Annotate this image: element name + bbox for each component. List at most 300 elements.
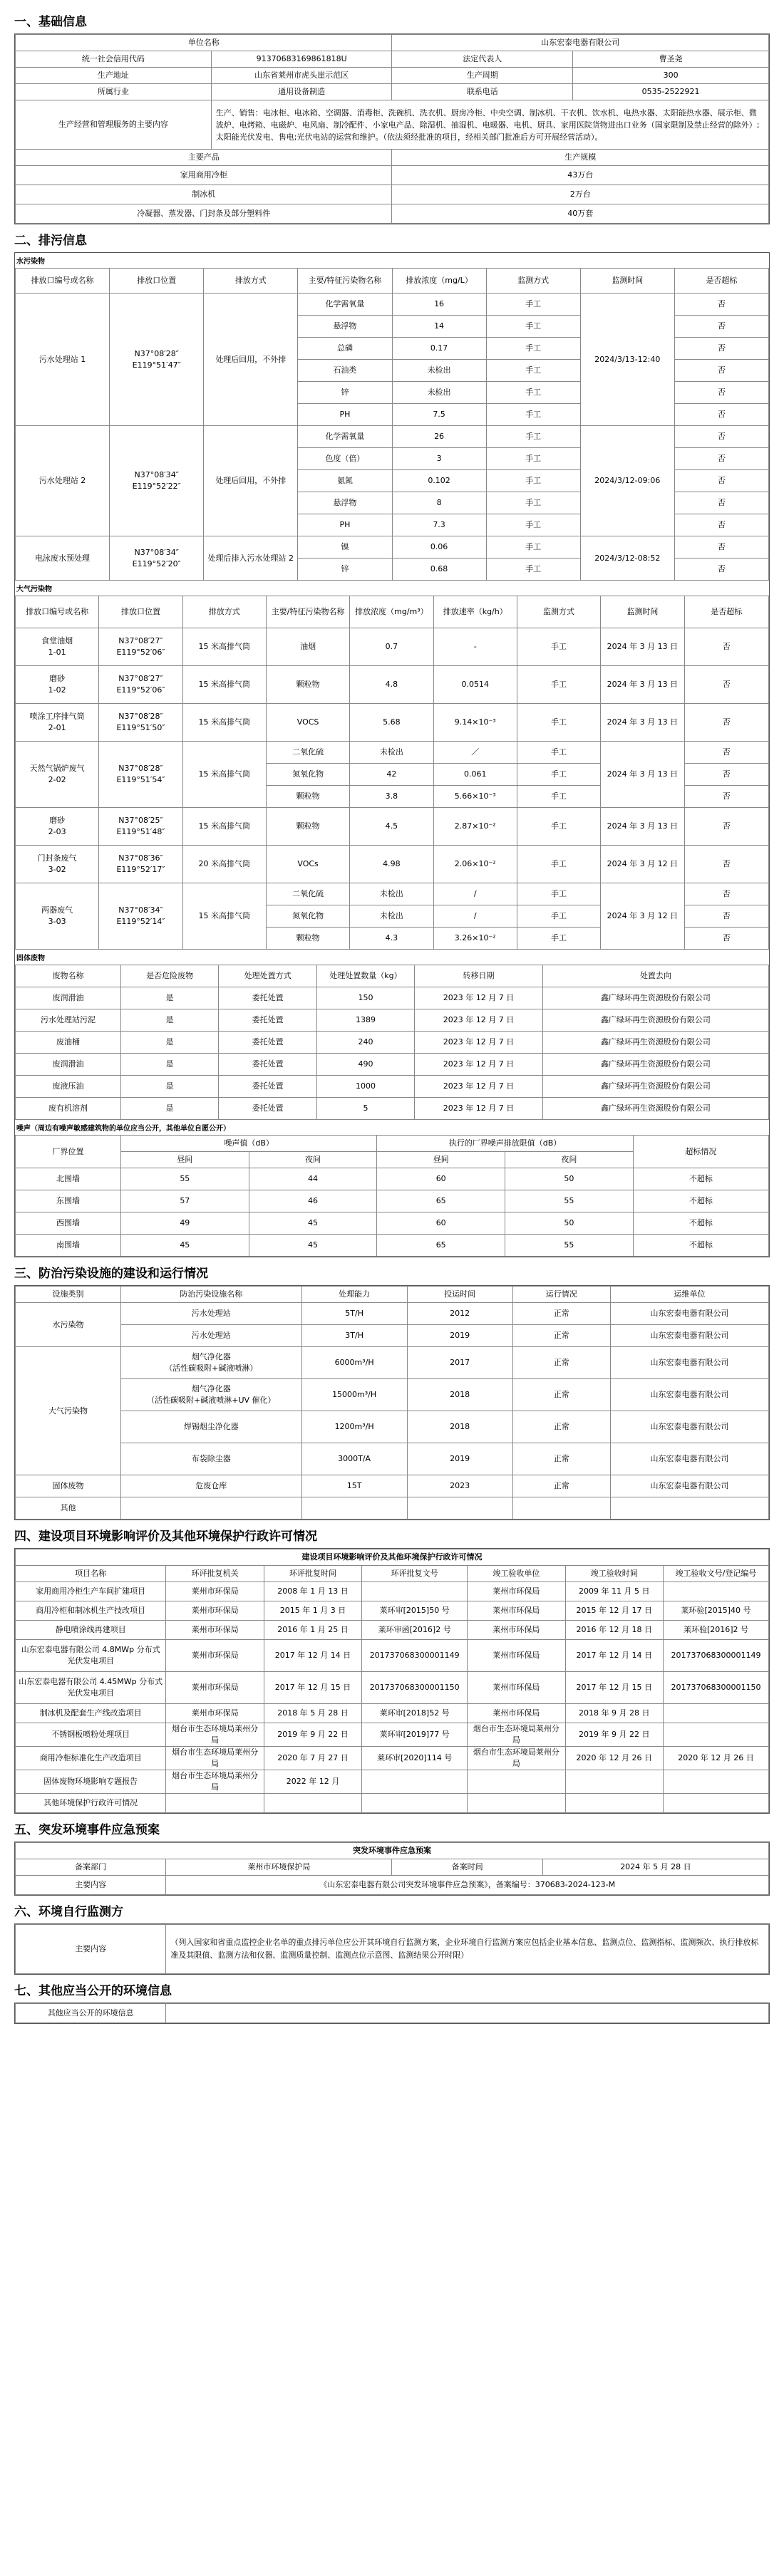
solid-row (16, 1009, 769, 1032)
column-header: 主要/特征污染物名称 (298, 269, 392, 294)
exceed: 否 (674, 360, 768, 382)
column-header: 监测方式 (517, 596, 600, 628)
exceed: 否 (684, 666, 769, 704)
facility-cell: 2019 (407, 1443, 512, 1475)
facility-cell: 焊锡烟尘净化器 (120, 1411, 301, 1443)
label: 联系电话 (392, 84, 573, 100)
column-header: 处置去向 (542, 965, 768, 987)
solid-cell: 委托处置 (219, 1098, 316, 1120)
noise-cell: 不超标 (633, 1168, 768, 1190)
solid-cell: 是 (120, 987, 218, 1009)
facility-cell: 3000T/A (301, 1443, 407, 1475)
label: 统一社会信用代码 (16, 51, 212, 68)
facility-row (16, 1497, 769, 1520)
facility-cell: 正常 (512, 1443, 610, 1475)
section-pollutant-info (14, 252, 770, 1257)
product-capacity: 43万台 (392, 166, 769, 185)
monitor-method: 手工 (486, 448, 580, 470)
exceed: 否 (684, 846, 769, 883)
solid-cell: 废润滑油 (16, 1054, 121, 1076)
eia-cell: 莱州市环保局 (166, 1582, 264, 1601)
column-header: 排放口编号或名称 (16, 596, 99, 628)
value: 山东宏泰电器有限公司 (392, 35, 769, 51)
product-row (16, 185, 769, 204)
discharge-method: 15 米高排气筒 (182, 666, 266, 704)
solid-row (16, 987, 769, 1009)
solid-row (16, 1098, 769, 1120)
empty-cell (468, 1794, 565, 1813)
discharge-method: 15 米高排气筒 (182, 808, 266, 846)
solid-cell: 是 (120, 1009, 218, 1032)
column-header: 竣工验收文号/登记编号 (663, 1566, 768, 1582)
discharge-method: 15 米高排气筒 (182, 742, 266, 808)
solid-cell: 是 (120, 1032, 218, 1054)
section-facilities (14, 1285, 770, 1520)
eia-cell: 山东宏泰电器有限公司 4.8MWp 分布式光伏发电项目 (16, 1640, 166, 1672)
eia-cell: 2017 年 12 月 14 日 (565, 1640, 663, 1672)
empty-cell (166, 1794, 264, 1813)
section-5-title: 五、突发环境事件应急预案 (14, 1823, 160, 1837)
concentration: 未检出 (350, 742, 433, 764)
other-permit-label: 其他环境保护行政许可情况 (16, 1794, 166, 1813)
product-head-row (16, 150, 769, 166)
concentration: 7.3 (392, 514, 486, 536)
solid-row (16, 1032, 769, 1054)
monitor-method: 手工 (517, 666, 600, 704)
air-table (15, 596, 769, 950)
section-1-title: 一、基础信息 (14, 15, 87, 29)
solid-cell: 鑫广绿环再生资源股份有限公司 (542, 987, 768, 1009)
exceed: 否 (674, 470, 768, 492)
outlet-name: 天然气锅炉废气 2-02 (16, 742, 99, 808)
pollutant: 石油类 (298, 360, 392, 382)
rate: - (433, 628, 517, 666)
discharge-method: 20 米高排气筒 (182, 846, 266, 883)
eia-cell: 莱州市环保局 (468, 1704, 565, 1723)
column-header: 废物名称 (16, 965, 121, 987)
discharge-method: 15 米高排气筒 (182, 883, 266, 950)
eia-row (16, 1770, 769, 1794)
outlet-position: N37°08′28″ E119°51′47″ (110, 294, 204, 426)
column-header: 是否危险废物 (120, 965, 218, 987)
facility-row (16, 1325, 769, 1347)
section-self-monitoring (14, 1923, 770, 1975)
noise-cell: 44 (249, 1168, 377, 1190)
monitor-method: 手工 (486, 294, 580, 316)
concentration: 0.06 (392, 536, 486, 559)
facility-cell: 布袋除尘器 (120, 1443, 301, 1475)
solid-cell: 2023 年 12 月 7 日 (415, 1009, 543, 1032)
eia-cell (663, 1704, 768, 1723)
rate: 2.06×10⁻² (433, 846, 517, 883)
eia-cell (468, 1770, 565, 1794)
pollutant: 悬浮物 (298, 492, 392, 514)
rate: 0.0514 (433, 666, 517, 704)
monitor-method: 手工 (486, 404, 580, 426)
eia-cell: 2017 年 12 月 15 日 (565, 1672, 663, 1704)
product-row (16, 204, 769, 224)
monitor-time: 2024/3/13-12:40 (580, 294, 674, 426)
exceed: 否 (674, 426, 768, 448)
eia-cell: 静电喷涂线再建项目 (16, 1621, 166, 1640)
column-header: 竣工验收单位 (468, 1566, 565, 1582)
concentration: 4.98 (350, 846, 433, 883)
eia-cell: 商用冷柜和制冰机生产技改项目 (16, 1601, 166, 1621)
empty-cell (610, 1497, 768, 1520)
value: （列入国家和省重点监控企业名单的重点排污单位应公开其环境自行监测方案，企业环境自行监测方案应包括企业基本信息、监测点位、监测指标、监测频次、执行排放标准及其限值、监测方法和仪器、监测质量控制、监测点位示意图、监测结果公开时限） (166, 1925, 769, 1974)
column-header: 主要/特征污染物名称 (266, 596, 349, 628)
pollutant: 氨氮 (298, 470, 392, 492)
monitor-time: 2024 年 3 月 13 日 (601, 628, 684, 666)
column-header: 监测时间 (580, 269, 674, 294)
facility-cell: 污水处理站 (120, 1303, 301, 1325)
eia-row (16, 1747, 769, 1770)
eia-cell: 莱州市环保局 (468, 1672, 565, 1704)
eia-cell: 2017 年 12 月 15 日 (264, 1672, 361, 1704)
pollutant: VOCs (266, 846, 349, 883)
label: 主要产品 (16, 150, 392, 166)
facility-cell: 6000m³/H (301, 1347, 407, 1379)
value: 《山东宏泰电器有限公司突发环境事件应急预案》，备案编号：370683-2024-123-M (166, 1876, 769, 1895)
eia-cell: 商用冷柜标准化生产改造项目 (16, 1747, 166, 1770)
outlet-position: N37°08′28″ E119°51′54″ (99, 742, 182, 808)
empty-cell (565, 1794, 663, 1813)
rate: / (433, 883, 517, 905)
facility-cell: 正常 (512, 1347, 610, 1379)
monitor-method: 手工 (517, 786, 600, 808)
solid-cell: 鑫广绿环再生资源股份有限公司 (542, 1098, 768, 1120)
basic-row (16, 84, 769, 100)
value: 莱州市环境保护局 (166, 1859, 392, 1876)
label: 主要内容 (16, 1925, 166, 1974)
product-name: 冷凝器、蒸发器、门封条及部分塑料件 (16, 204, 392, 224)
exceed: 否 (684, 808, 769, 846)
solid-cell: 废油桶 (16, 1032, 121, 1054)
label: 法定代表人 (392, 51, 573, 68)
pollutant: VOCS (266, 704, 349, 742)
facility-cell: 2019 (407, 1325, 512, 1347)
column-header: 厂界位置 (16, 1136, 121, 1168)
eia-cell: 莱环审[2019]77 号 (362, 1723, 468, 1747)
concentration: 3 (392, 448, 486, 470)
exceed: 否 (684, 928, 769, 950)
rate: / (433, 905, 517, 928)
concentration: 未检出 (350, 883, 433, 905)
eia-cell: 山东宏泰电器有限公司 4.45MWp 分布式光伏发电项目 (16, 1672, 166, 1704)
facility-row (16, 1411, 769, 1443)
air-pollutant-label: 大气污染物 (16, 586, 52, 593)
monitor-method: 手工 (486, 426, 580, 448)
column-header: 超标情况 (633, 1136, 768, 1168)
eia-cell: 烟台市生态环境局莱州分局 (468, 1747, 565, 1770)
concentration: 未检出 (392, 360, 486, 382)
column-header: 执行的厂界噪声排放限值（dB） (377, 1136, 633, 1152)
pollutant: PH (298, 514, 392, 536)
eia-cell (362, 1582, 468, 1601)
noise-cell: 不超标 (633, 1235, 768, 1257)
column-header: 防治污染设施名称 (120, 1287, 301, 1303)
basic-row (16, 35, 769, 51)
outlet-position: N37°08′27″ E119°52′06″ (99, 666, 182, 704)
pollutant: 镍 (298, 536, 392, 559)
column-header: 处理能力 (301, 1287, 407, 1303)
monitor-method: 手工 (486, 338, 580, 360)
empty-cell (362, 1794, 468, 1813)
noise-row (16, 1235, 769, 1257)
pollutant: 总磷 (298, 338, 392, 360)
facility-row (16, 1379, 769, 1411)
exceed: 否 (674, 559, 768, 581)
air-row (16, 742, 769, 764)
noise-cell: 65 (377, 1235, 505, 1257)
concentration: 3.8 (350, 786, 433, 808)
noise-cell: 45 (120, 1235, 249, 1257)
monitor-method: 手工 (517, 764, 600, 786)
solid-head (16, 965, 769, 987)
solid-row (16, 1054, 769, 1076)
pollutant: PH (298, 404, 392, 426)
eia-cell: 莱州市环保局 (166, 1640, 264, 1672)
solid-cell: 委托处置 (219, 987, 316, 1009)
facility-cell: 山东宏泰电器有限公司 (610, 1411, 768, 1443)
rate: 0.061 (433, 764, 517, 786)
exceed: 否 (674, 338, 768, 360)
empty-cell (264, 1794, 361, 1813)
exceed: 否 (684, 742, 769, 764)
product-name: 家用商用冷柜 (16, 166, 392, 185)
exceed: 否 (674, 382, 768, 404)
facility-cell: 正常 (512, 1303, 610, 1325)
eia-other-row (16, 1794, 769, 1813)
concentration: 0.17 (392, 338, 486, 360)
value: 0535-2522921 (573, 84, 769, 100)
concentration: 42 (350, 764, 433, 786)
facility-cell: 15T (301, 1475, 407, 1497)
solid-cell: 150 (316, 987, 414, 1009)
water-head (16, 269, 769, 294)
pollutant: 颗粒物 (266, 786, 349, 808)
emergency-caption (16, 1843, 769, 1859)
rate: 9.14×10⁻³ (433, 704, 517, 742)
solid-row (16, 1076, 769, 1098)
eia-cell: 莱州市环保局 (166, 1601, 264, 1621)
air-row (16, 883, 769, 905)
facility-cell: 污水处理站 (120, 1325, 301, 1347)
facility-row (16, 1303, 769, 1325)
monitor-method: 手工 (517, 846, 600, 883)
eia-row (16, 1672, 769, 1704)
product-row (16, 166, 769, 185)
outlet-position: N37°08′36″ E119°52′17″ (99, 846, 182, 883)
air-row (16, 704, 769, 742)
product-name: 制冰机 (16, 185, 392, 204)
noise-cell: 45 (249, 1235, 377, 1257)
outlet-name: 门封条废气 3-02 (16, 846, 99, 883)
outlet-position: N37°08′34″ E119°52′22″ (110, 426, 204, 536)
pollutant: 色度（倍） (298, 448, 392, 470)
eia-cell: 2009 年 11 月 5 日 (565, 1582, 663, 1601)
table-caption: 突发环境事件应急预案 (16, 1843, 769, 1859)
pollutant: 氮氧化物 (266, 905, 349, 928)
facility-cell: 2012 (407, 1303, 512, 1325)
solid-cell: 2023 年 12 月 7 日 (415, 1054, 543, 1076)
value: 300 (573, 68, 769, 84)
outlet-name: 磨砂 2-03 (16, 808, 99, 846)
eia-cell: 烟台市生态环境局莱州分局 (166, 1747, 264, 1770)
facility-cell: 烟气净化器 （活性碳吸附+碱液喷淋+UV 催化） (120, 1379, 301, 1411)
eia-cell: 2022 年 12 月 (264, 1770, 361, 1794)
facility-cell: 1200m³/H (301, 1411, 407, 1443)
eia-cell (362, 1770, 468, 1794)
eia-head (16, 1566, 769, 1582)
pollutant: 化学需氧量 (298, 294, 392, 316)
empty-cell (301, 1497, 407, 1520)
label: 备案时间 (392, 1859, 542, 1876)
noise-cell: 东围墙 (16, 1190, 121, 1212)
eia-row (16, 1582, 769, 1601)
column-header: 环评批复机关 (166, 1566, 264, 1582)
eia-cell: 莱环审[2020]114 号 (362, 1747, 468, 1770)
water-table (15, 268, 769, 581)
eia-row (16, 1621, 769, 1640)
rate: 2.87×10⁻² (433, 808, 517, 846)
column-header: 监测时间 (601, 596, 684, 628)
column-header: 排放口位置 (99, 596, 182, 628)
solid-cell: 1389 (316, 1009, 414, 1032)
column-header: 昼间 (377, 1152, 505, 1168)
monitor-method: 手工 (517, 905, 600, 928)
discharge-method: 15 米高排气筒 (182, 628, 266, 666)
label: 备案部门 (16, 1859, 166, 1876)
noise-cell: 西围墙 (16, 1212, 121, 1235)
monitor-time: 2024/3/12-08:52 (580, 536, 674, 581)
eia-row (16, 1601, 769, 1621)
label: 其他应当公开的环境信息 (16, 2004, 166, 2023)
monitor-method: 手工 (486, 514, 580, 536)
column-header: 环评批复时间 (264, 1566, 361, 1582)
exceed: 否 (684, 628, 769, 666)
facility-cell: 山东宏泰电器有限公司 (610, 1325, 768, 1347)
column-header: 是否超标 (684, 596, 769, 628)
eia-cell: 莱州市环保局 (166, 1621, 264, 1640)
eia-cell: 2015 年 1 月 3 日 (264, 1601, 361, 1621)
pollutant: 化学需氧量 (298, 426, 392, 448)
noise-cell: 60 (377, 1212, 505, 1235)
air-row (16, 808, 769, 846)
column-header: 夜间 (505, 1152, 634, 1168)
outlet-name: 磨砂 1-02 (16, 666, 99, 704)
column-header: 排放方式 (204, 269, 298, 294)
label: 生产周期 (392, 68, 573, 84)
monitor-method: 手工 (486, 360, 580, 382)
empty-cell (120, 1497, 301, 1520)
outlet-name: 污水处理站 2 (16, 426, 110, 536)
pollutant: 颗粒物 (266, 808, 349, 846)
empty-cell (663, 1794, 768, 1813)
outlet-position: N37°08′34″ E119°52′20″ (110, 536, 204, 581)
air-row (16, 628, 769, 666)
eia-cell: 烟台市生态环境局莱州分局 (166, 1770, 264, 1794)
solid-cell: 委托处置 (219, 1009, 316, 1032)
facility-cell: 山东宏泰电器有限公司 (610, 1303, 768, 1325)
other-table (15, 2003, 769, 2023)
empty-cell (166, 2004, 769, 2023)
eia-cell: 201737068300001149 (663, 1640, 768, 1672)
facility-cell: 5T/H (301, 1303, 407, 1325)
solid-cell: 是 (120, 1054, 218, 1076)
pollutant: 悬浮物 (298, 316, 392, 338)
concentration: 0.102 (392, 470, 486, 492)
eia-caption (16, 1549, 769, 1566)
eia-cell: 莱州市环保局 (468, 1621, 565, 1640)
noise-label: 噪声（周边有噪声敏感建筑物的单位应当公开，其他单位自愿公开） (16, 1125, 230, 1133)
outlet-name: 电泳废水预处理 (16, 536, 110, 581)
concentration: 26 (392, 426, 486, 448)
concentration: 未检出 (350, 905, 433, 928)
label: 单位名称 (16, 35, 392, 51)
section-other (14, 2003, 770, 2024)
section-3-title: 三、防治污染设施的建设和运行情况 (14, 1267, 208, 1281)
exceed: 否 (674, 448, 768, 470)
solid-cell: 2023 年 12 月 7 日 (415, 1032, 543, 1054)
facility-cell: 山东宏泰电器有限公司 (610, 1475, 768, 1497)
noise-cell: 北围墙 (16, 1168, 121, 1190)
outlet-position: N37°08′27″ E119°52′06″ (99, 628, 182, 666)
noise-row (16, 1190, 769, 1212)
monitor-method: 手工 (486, 316, 580, 338)
exceed: 否 (674, 404, 768, 426)
eia-cell: 2016 年 12 月 18 日 (565, 1621, 663, 1640)
label: 生产规模 (392, 150, 769, 166)
noise-cell: 南围墙 (16, 1235, 121, 1257)
label: 主要内容 (16, 1876, 166, 1895)
monitor-time: 2024 年 3 月 12 日 (601, 883, 684, 950)
monitor-method: 手工 (486, 382, 580, 404)
product-capacity: 2万台 (392, 185, 769, 204)
noise-cell: 49 (120, 1212, 249, 1235)
outlet-name: 喷涂工序排气筒 2-01 (16, 704, 99, 742)
column-header: 处理处置方式 (219, 965, 316, 987)
pollutant: 二氧化硫 (266, 883, 349, 905)
value: 生产、销售：电冰柜、电冰箱、空调器、消毒柜、洗碗机、洗衣机、厨房冷柜、中央空调、制冰机、干衣机、饮水机、电热水器、太阳能热水器、展示柜、微波炉、电烤箱、电磁炉、电风扇、制冷配件、小家电产品、除湿机、抽湿机、电暖器、电机、厨具、家用医院货物进出口业务（国家限制及禁止经营的除外）;太阳能光伏发电、售电;光伏电站的运营和维护。（依法须经批准的项目，经相关部门批准后方可开展经营活动）。 (211, 100, 768, 150)
exceed: 否 (684, 786, 769, 808)
water-row (16, 294, 769, 316)
concentration: 0.68 (392, 559, 486, 581)
column-header: 噪声值（dB） (120, 1136, 376, 1152)
scope-row (16, 100, 769, 150)
monitor-method: 手工 (517, 928, 600, 950)
facility-cell: 山东宏泰电器有限公司 (610, 1443, 768, 1475)
eia-cell: 莱环审函[2016]2 号 (362, 1621, 468, 1640)
eia-cell: 201737068300001150 (362, 1672, 468, 1704)
outlet-name: 食堂油烟 1-01 (16, 628, 99, 666)
column-header: 排放浓度（mg/L） (392, 269, 486, 294)
noise-table (15, 1135, 769, 1257)
noise-cell: 55 (120, 1168, 249, 1190)
noise-row (16, 1168, 769, 1190)
column-header: 排放口编号或名称 (16, 269, 110, 294)
noise-cell: 50 (505, 1212, 634, 1235)
monitor-method: 手工 (517, 628, 600, 666)
column-header: 处理处置数量（kg） (316, 965, 414, 987)
solid-table (15, 965, 769, 1120)
column-header: 投运时间 (407, 1287, 512, 1303)
solid-cell: 是 (120, 1076, 218, 1098)
column-header: 运行情况 (512, 1287, 610, 1303)
label: 生产地址 (16, 68, 212, 84)
concentration: 8 (392, 492, 486, 514)
outlet-name: 污水处理站 1 (16, 294, 110, 426)
